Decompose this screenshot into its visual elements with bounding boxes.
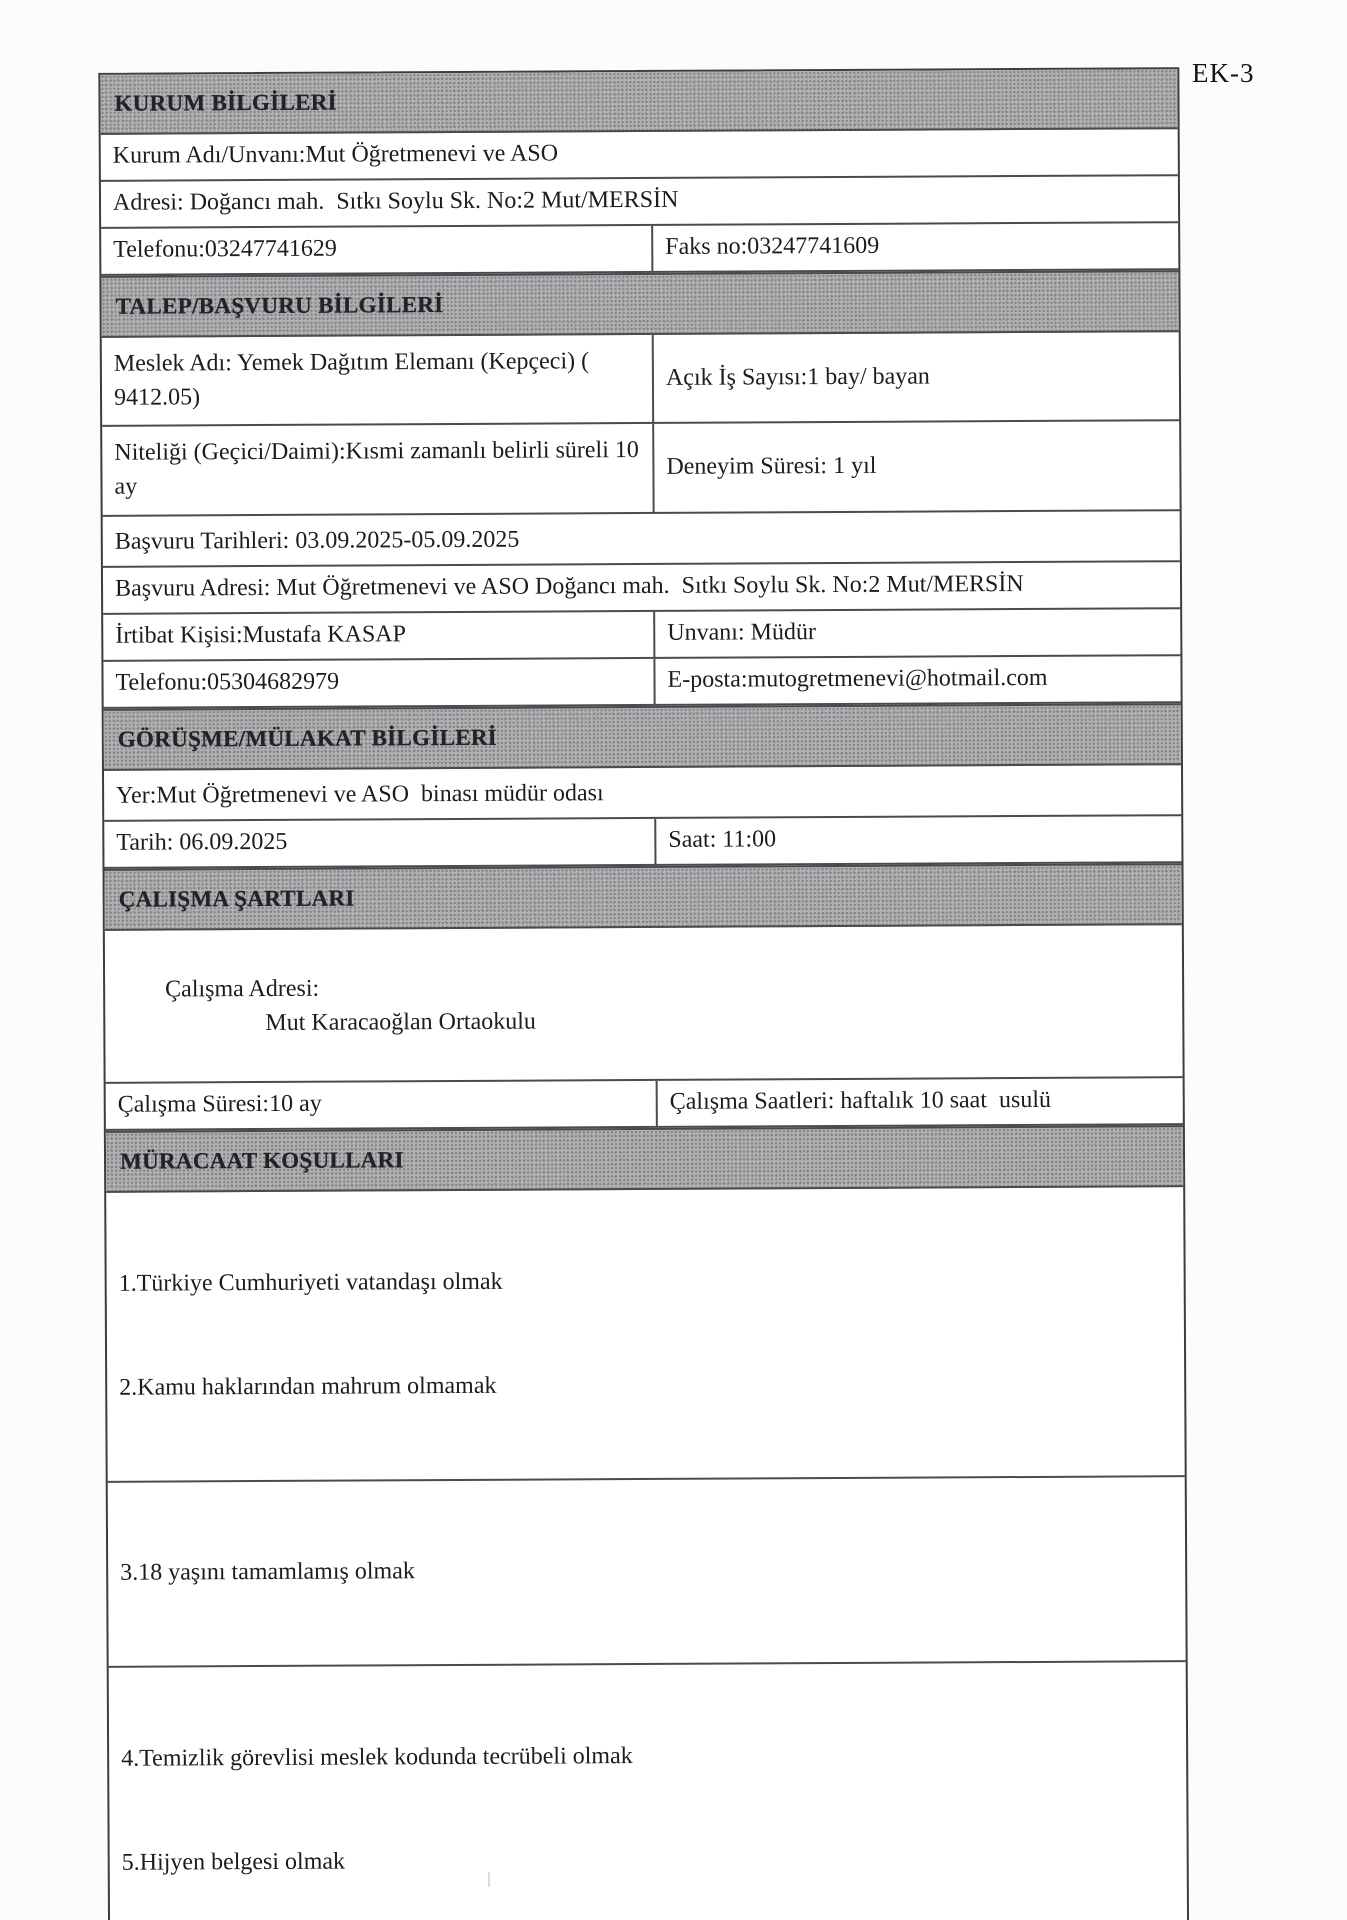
cell-gorusme-tarih: Tarih: 06.09.2025	[104, 819, 656, 867]
calisma-adresi-value: Mut Karacaoğlan Ortaokulu	[265, 1008, 536, 1037]
row-irtibat-unvan	[103, 609, 1180, 662]
section-header-gorusme-mulakat: GÖRÜŞME/MÜLAKAT BİLGİLERİ	[104, 703, 1181, 771]
cell-calisma-saatleri: Çalışma Saatleri: haftalık 10 saat usulü	[669, 1087, 1052, 1116]
cell-irtibat-telefonu: Telefonu:05304682979	[103, 659, 655, 707]
muracaat-item-3: 3.18 yaşını tamamlamış olmak	[120, 1558, 415, 1586]
row-gorusme-yer: Yer:Mut Öğretmenevi ve ASO binası müdür odası	[104, 765, 1181, 822]
row-muracaat-1-2	[106, 1188, 1185, 1483]
muracaat-item-1: 1.Türkiye Cumhuriyeti vatandaşı olmak	[118, 1268, 503, 1297]
row-meslek-acikis	[102, 332, 1179, 427]
muracaat-item-5: 5.Hijyen belgesi olmak	[121, 1848, 346, 1876]
calisma-adresi-label: Çalışma Adresi:	[165, 975, 320, 1003]
section-header-calisma-sartlari: ÇALIŞMA ŞARTLARI	[105, 863, 1182, 931]
row-kurum-adi: Kurum Adı/Unvanı:Mut Öğretmenevi ve ASO	[101, 129, 1178, 182]
cell-meslek-adi: Meslek Adı: Yemek Dağıtım Elemanı (Kepçeci) ( 9412.05)	[102, 335, 654, 425]
row-gorusme-tarih-saat	[104, 816, 1181, 869]
muracaat-item-4: 4.Temizlik görevlisi meslek kodunda tecrübeli olmak	[121, 1742, 633, 1772]
row-nitelik-deneyim	[102, 422, 1179, 517]
ek3-annex-label: EK-3	[1192, 58, 1255, 88]
cell-kurum-faks: Faks no:03247741609	[665, 232, 880, 261]
cell-deneyim-suresi: Deneyim Süresi: 1 yıl	[666, 453, 877, 481]
cell-irtibat-eposta: E-posta:mutogretmenevi@hotmail.com	[667, 664, 1048, 693]
row-kurum-telefon-faks	[101, 223, 1178, 276]
cell-gorusme-saat: Saat: 11:00	[668, 826, 777, 853]
row-irtibat-telefon-eposta	[103, 656, 1180, 709]
cell-calisma-suresi: Çalışma Süresi:10 ay	[106, 1081, 658, 1129]
document-content	[0, 70, 1347, 1920]
row-basvuru-tarihleri: Başvuru Tarihleri: 03.09.2025-05.09.2025	[103, 511, 1180, 568]
scan-artifact-mark	[488, 1872, 490, 1887]
muracaat-item-2: 2.Kamu haklarından mahrum olmamak	[119, 1372, 497, 1401]
cell-irtibat-unvani: Unvanı: Müdür	[667, 618, 816, 646]
section-header-kurum-bilgileri: KURUM BİLGİLERİ	[100, 69, 1177, 135]
row-basvuru-adresi: Başvuru Adresi: Mut Öğretmenevi ve ASO Doğancı mah. Sıtkı Soylu Sk. No:2 Mut/MERSİN	[103, 562, 1180, 615]
section-header-talep-basvuru: TALEP/BAŞVURU BİLGİLERİ	[101, 270, 1178, 338]
row-calisma-adresi	[105, 925, 1183, 1084]
cell-irtibat-kisisi: İrtibat Kişisi:Mustafa KASAP	[103, 612, 655, 660]
cell-niteligi: Niteliği (Geçici/Daimi):Kısmi zamanlı belirli süreli 10 ay	[102, 424, 654, 514]
row-kurum-adresi: Adresi: Doğancı mah. Sıtkı Soylu Sk. No:2 Mut/MERSİN	[101, 176, 1178, 229]
cell-acik-is-sayisi: Açık İş Sayısı:1 bay/ bayan	[665, 363, 930, 392]
row-calisma-sure-saat	[106, 1079, 1183, 1132]
row-muracaat-3	[108, 1477, 1186, 1668]
section-header-muracaat-kosullari: MÜRACAAT KOŞULLARI	[106, 1126, 1183, 1194]
form-table	[98, 67, 1194, 1920]
row-muracaat-4-7	[109, 1663, 1189, 1920]
cell-kurum-telefonu: Telefonu:03247741629	[101, 226, 653, 274]
